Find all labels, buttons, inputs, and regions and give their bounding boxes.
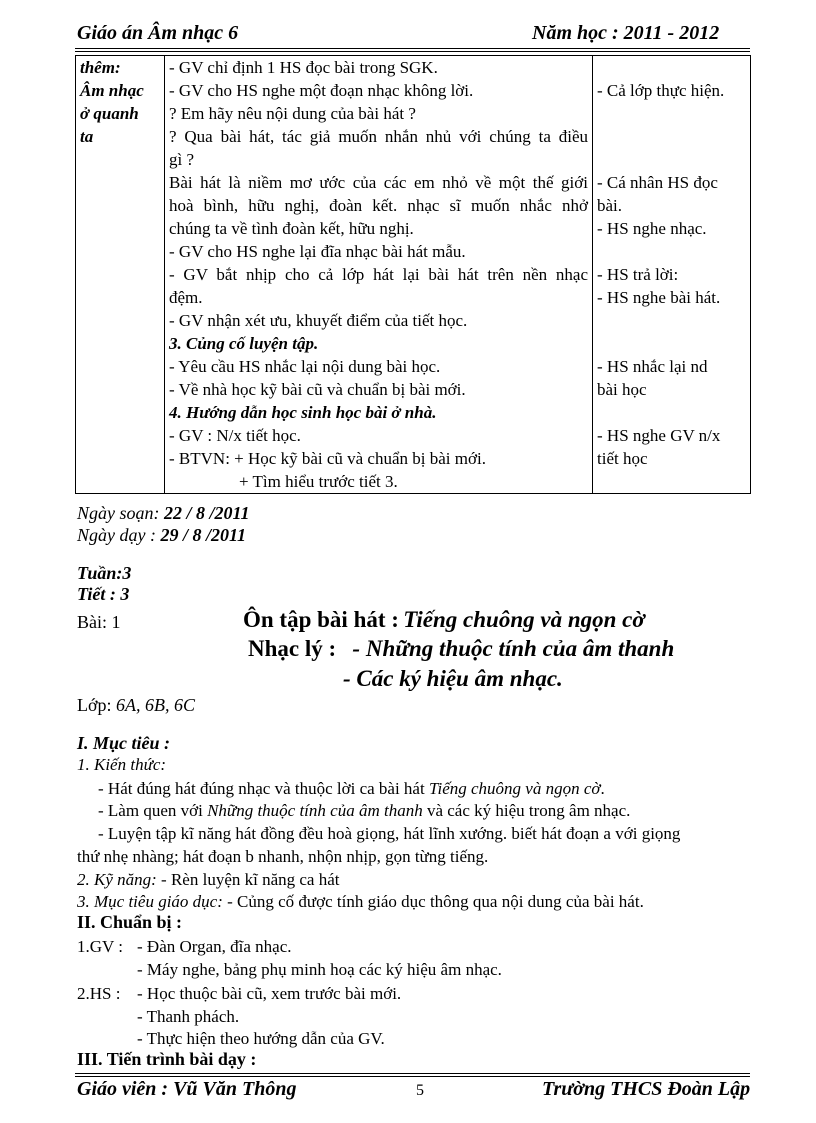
prep-hs-label: 2.HS :	[77, 984, 121, 1003]
prep-hs-item: - Thực hiện theo hướng dẫn của GV.	[137, 1029, 385, 1048]
prep-gv-label: 1.GV :	[77, 937, 123, 956]
lesson-activity-table	[75, 55, 751, 494]
table-cell-content-topic: thêm: Âm nhạc ở quanh ta	[76, 56, 165, 494]
objectives-heading: I. Mục tiêu :	[77, 733, 171, 753]
lesson-number: Bài: 1	[77, 612, 121, 632]
footer-rule-thin	[75, 1073, 750, 1074]
period-number: Tiết : 3	[77, 584, 130, 604]
prep-gv-item: - Đàn Organ, đĩa nhạc.	[137, 937, 292, 956]
knowledge-label: 1. Kiến thức:	[77, 755, 167, 774]
footer-teacher: Giáo viên : Vũ Văn Thông	[77, 1078, 297, 1100]
header-school-year: Năm học : 2011 - 2012	[532, 22, 720, 44]
prep-gv-item: - Máy nghe, bảng phụ minh hoạ các ký hiệu âm nhạc.	[137, 960, 502, 979]
footer-school: Trường THCS Đoàn Lập	[542, 1078, 751, 1100]
header-rule	[75, 48, 750, 49]
prep-date: Ngày soạn: 22 / 8 /2011	[77, 503, 250, 523]
lesson-title-line1: Ôn tập bài hát : Tiếng chuông và ngọn cờ	[243, 607, 645, 632]
week-number: Tuần:3	[77, 563, 132, 583]
section-3-heading: 3. Củng cố luyện tập.	[169, 334, 319, 353]
header-subject: Giáo án Âm nhạc 6	[77, 22, 239, 44]
lesson-title-line2: Nhạc lý : - Những thuộc tính của âm thanh	[248, 636, 675, 661]
lesson-title-line3: - Các ký hiệu âm nhạc.	[343, 666, 563, 691]
prep-hs-item: - Thanh phách.	[137, 1007, 240, 1026]
knowledge-item-3: - Luyện tập kĩ năng hát đồng đều hoà giọng, hát lĩnh xướng. biết hát đoạn a với giọng	[98, 824, 681, 843]
skills-line: 2. Kỹ năng: - Rèn luyện kĩ năng ca hát	[77, 870, 340, 889]
prep-heading: II. Chuẩn bị :	[77, 912, 183, 932]
prep-hs-item: - Học thuộc bài cũ, xem trước bài mới.	[137, 984, 402, 1003]
knowledge-item-2: - Làm quen với Những thuộc tính của âm thanh và các ký hiệu trong âm nhạc.	[98, 801, 631, 820]
knowledge-item-3-cont: thứ nhẹ nhàng; hát đoạn b nhanh, nhộn nhịp, gọn từng tiếng.	[77, 847, 489, 866]
class-list: Lớp: 6A, 6B, 6C	[77, 695, 196, 715]
footer-rule	[75, 1076, 750, 1077]
knowledge-item-1: - Hát đúng hát đúng nhạc và thuộc lời ca bài hát Tiếng chuông và ngọn cờ.	[98, 779, 605, 798]
teach-date: Ngày dạy : 29 / 8 /2011	[77, 525, 246, 545]
page-number: 5	[416, 1082, 424, 1099]
table-row	[76, 56, 751, 494]
education-goal-line: 3. Mục tiêu giáo dục: - Củng cố được tính giáo dục thông qua nội dung của bài hát.	[77, 892, 644, 911]
header-rule-thin	[75, 51, 750, 52]
table-cell-teacher-activity: - GV chỉ định 1 HS đọc bài trong SGK. - GV cho HS nghe một đoạn nhạc không lời. ? Em hãy nêu nội dung của bài hát ? ? Qua bài hát, tác giả muốn nhắn nhủ với chúng ta điều gì ? Bài hát là niềm mơ ước của các em nhỏ về một thế giới hoà bình, hữu nghị, đoàn kết. nhạc sĩ muốn nhắc nhở chúng ta về tình đoàn kết, hữu nghị. - GV cho HS nghe lại đĩa nhạc bài hát mẫu. - GV bắt nhịp cho cả lớp hát lại bài hát trên nền nhạc đệm. - GV nhận xét ưu, khuyết điểm của tiết học. 3. Củng cố luyện tập. - Yêu cầu HS nhắc lại nội dung bài học. - Về nhà học kỹ bài cũ và chuẩn bị bài mới. 4. Hướng dẫn học sinh học bài ở nhà. - GV : N/x tiết học. - BTVN: + Học kỹ bài cũ và chuẩn bị bài mới. + Tìm hiểu trước tiết 3.	[165, 56, 593, 494]
process-heading: III. Tiến trình bài dạy :	[77, 1049, 257, 1069]
table-cell-student-activity: - Cả lớp thực hiện. - Cá nhân HS đọc bài. - HS nghe nhạc. - HS trả lời: - HS nghe bài hát. - HS nhắc lại nd bài học - HS nghe GV n/x tiết học	[593, 56, 751, 494]
section-4-heading: 4. Hướng dẫn học sinh học bài ở nhà.	[169, 403, 437, 422]
